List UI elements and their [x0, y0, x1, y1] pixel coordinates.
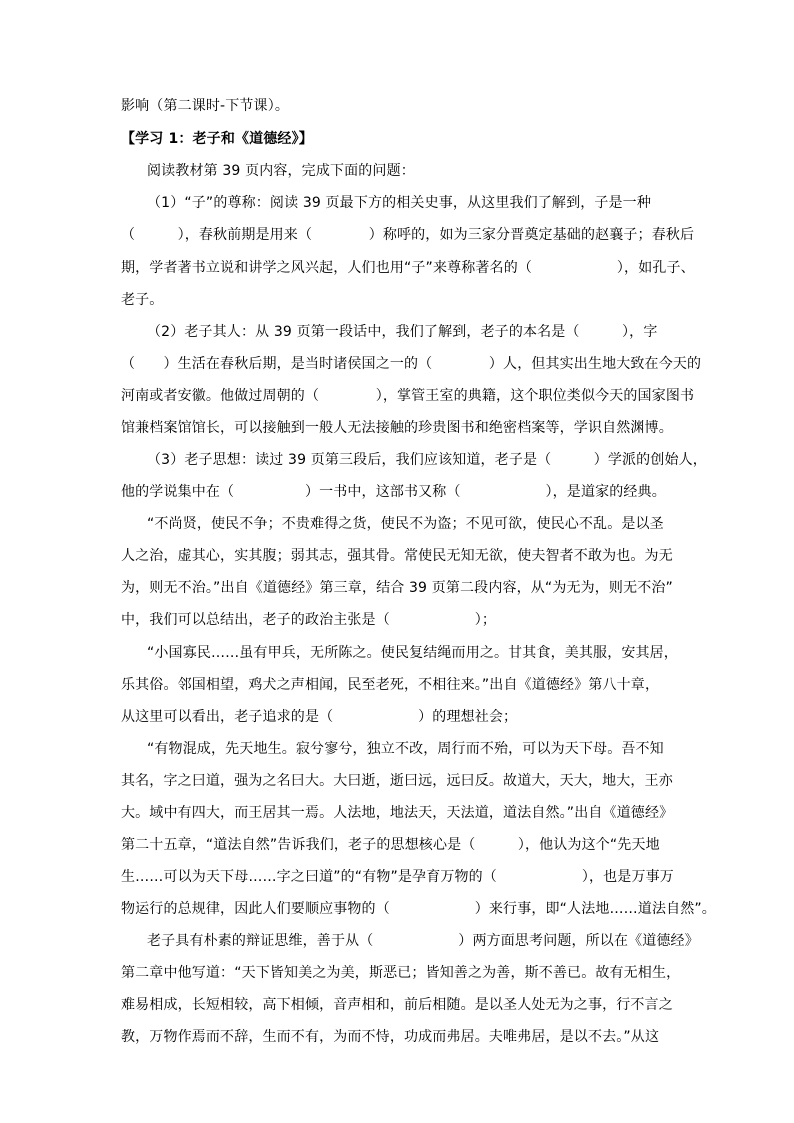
text-line: 为，则无不治。”出自《道德经》第三章，结合 39 页第二段内容，从“为无为，则无不治”: [121, 580, 673, 596]
quote-line: 教，万物作焉而不辞，生而不有，为而不恃，功成而弗居。夫唯弗居，是以不去。”从这: [121, 1029, 660, 1045]
text-line: 老子具有朴素的辩证思维，善于从（ ）两方面思考问题，所以在《道德经》: [147, 933, 699, 949]
text-line: 他的学说集中在（ ）一书中，这部书又称（ ），是道家的经典。: [121, 484, 666, 500]
text-line: 老子。: [121, 292, 164, 308]
text-line: 乐其俗。邻国相望，鸡犬之声相闻，民至老死，不相往来。”出自《道德经》第八十章，: [121, 677, 660, 693]
text-line: 影响（第二课时-下节课）。: [121, 98, 290, 114]
quote-line: 难易相成，长短相较，高下相倾，音声相和，前后相随。是以圣人处无为之事，行不言之: [121, 997, 673, 1013]
text-line: （ ），春秋前期是用来（ ）称呼的，如为三家分晋奠定基础的赵襄子；春秋后: [121, 227, 695, 243]
text-line: 期，学者著书立说和讲学之风兴起，人们也用“子”来尊称著名的（ ），如孔子、: [121, 260, 695, 276]
text-line: 河南或者安徽。他做过周朝的（ ），掌管王室的典籍，这个职位类似今天的国家图书: [121, 388, 695, 404]
question-2-line: （2）老子其人：从 39 页第一段话中，我们了解到，老子的本名是（ ），字: [147, 324, 658, 340]
text-line: 中，我们可以总结出，老子的政治主张是（ ）；: [121, 612, 497, 628]
instruction-line: 阅读教材第 39 页内容，完成下面的问题：: [147, 163, 415, 179]
quote-line: “不尚贤，使民不争；不贵难得之货，使民不为盗；不见可欲，使民心不乱。是以圣: [147, 516, 664, 532]
question-1-line: （1）“子”的尊称：阅读 39 页最下方的相关史事，从这里我们了解到，子是一种: [147, 195, 651, 211]
quote-line: 其名，字之曰道，强为之名曰大。大曰逝，逝曰远，远曰反。故道大，天大，地大，王亦: [121, 773, 673, 789]
quote-line: “有物混成，先天地生。寂兮寥兮，独立不改，周行而不殆，可以为天下母。吾不知: [147, 741, 664, 757]
text-line: 馆兼档案馆馆长，可以接触到一般人无法接触的珍贵图书和绝密档案等，学识自然渊博。: [121, 420, 673, 436]
quote-line: 第二章中他写道：“天下皆知美之为美，斯恶已；皆知善之为善，斯不善已。故有无相生，: [121, 965, 681, 981]
section-heading: 【学习 1：老子和《道德经》】: [121, 131, 313, 147]
question-3-line: （3）老子思想：读过 39 页第三段后，我们应该知道，老子是（ ）学派的创始人，: [147, 452, 707, 468]
quote-line: “小国寡民……虽有甲兵，无所陈之。使民复结绳而用之。甘其食，美其服，安其居，: [147, 645, 678, 661]
text-line: 第二十五章，“道法自然”告诉我们，老子的思想核心是（ ），他认为这个“先天地: [121, 837, 660, 853]
text-line: 生……可以为天下母……字之曰道”的“有物”是孕育万物的（ ），也是万事万: [121, 869, 674, 885]
text-line: （ ）生活在春秋后期，是当时诸侯国之一的（ ）人，但其实出生地大致在今天的: [121, 356, 702, 372]
text-line: 从这里可以看出，老子追求的是（ ）的理想社会；: [121, 709, 518, 725]
text-line: 物运行的总规律，因此人们要顺应事物的（ ）来行事，即“人法地……道法自然”。: [121, 901, 716, 917]
text-line: 大。域中有四大，而王居其一焉。人法地，地法天，天法道，道法自然。”出自《道德经》: [121, 805, 674, 821]
quote-line: 人之治，虚其心，实其腹；弱其志，强其骨。常使民无知无欲，使夫智者不敢为也。为无: [121, 548, 673, 564]
